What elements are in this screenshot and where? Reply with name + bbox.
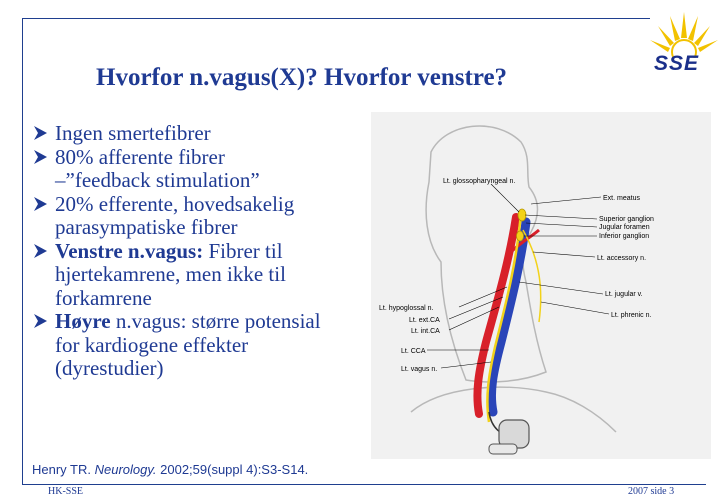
bullet-line: 20% efferente, hovedsakelig xyxy=(55,191,295,216)
footer-page-number: 2007 side 3 xyxy=(628,486,675,497)
arrow-bullet-icon xyxy=(32,125,48,141)
label-superior-ganglion: Superior ganglion xyxy=(599,216,654,223)
neck-anatomy-illustration xyxy=(371,112,711,459)
citation xyxy=(32,462,308,477)
label-glossopharyngeal: Lt. glossopharyngeal n. xyxy=(443,178,516,185)
citation-author: Henry TR. xyxy=(32,462,95,477)
label-inferior-ganglion: Inferior ganglion xyxy=(599,233,650,240)
citation-journal: Neurology. xyxy=(94,462,157,477)
label-jugular-foramen: Jugular foramen xyxy=(599,224,650,231)
arrow-bullet-icon xyxy=(32,196,48,212)
vagus-nerve-anatomy-figure xyxy=(371,112,711,459)
bullet-line: forkamrene xyxy=(55,285,152,310)
bullet-item xyxy=(30,310,382,381)
footer-left: HK-SSE xyxy=(48,486,84,497)
arrow-bullet-icon xyxy=(32,243,48,259)
bullet-line: –”feedback stimulation” xyxy=(55,168,260,192)
bullet-line: n.vagus: større potensial xyxy=(110,309,321,333)
bullet-item xyxy=(30,122,382,146)
bullet-bold-text: Høyre xyxy=(55,309,111,333)
label-cca: Lt. CCA xyxy=(401,348,426,355)
frame-top-line xyxy=(22,18,650,19)
bullet-list xyxy=(30,122,382,381)
superior-ganglion xyxy=(518,209,526,221)
bullet-item xyxy=(30,193,382,240)
bullet-line: Ingen smertefibrer xyxy=(55,121,211,145)
label-hypoglossal: Lt. hypoglossal n. xyxy=(379,305,434,312)
arrow-bullet-icon xyxy=(32,313,48,329)
sun-rays-icon xyxy=(640,8,728,58)
bullet-line: for kardiogene effekter xyxy=(55,332,249,357)
bullet-line: (dyrestudier) xyxy=(55,356,164,380)
frame-left-line xyxy=(22,18,23,484)
bullet-item xyxy=(30,146,382,193)
arrow-bullet-icon xyxy=(32,149,48,165)
label-phrenic: Lt. phrenic n. xyxy=(611,312,652,319)
citation-details: 2002;59(suppl 4):S3-S14. xyxy=(156,462,309,477)
generator-base xyxy=(489,444,517,454)
logo-text: SSE xyxy=(654,52,700,75)
bullet-line: 80% afferente fibrer xyxy=(55,144,225,169)
bullet-bold-text: Venstre n.vagus: xyxy=(55,238,204,263)
label-ext-ca: Lt. ext.CA xyxy=(409,317,440,324)
bullet-line: hjertekamrene, men ikke til xyxy=(55,262,286,286)
label-vagus: Lt. vagus n. xyxy=(401,366,438,373)
slide-title: Hvorfor n.vagus(X)? Hvorfor venstre? xyxy=(96,64,508,91)
label-jugular-vein: Lt. jugular v. xyxy=(605,291,643,298)
label-ext-meatus: Ext. meatus xyxy=(603,195,640,202)
label-accessory: Lt. accessory n. xyxy=(597,255,647,262)
bullet-item xyxy=(30,240,382,311)
frame-bottom-line xyxy=(22,484,706,485)
inferior-ganglion xyxy=(517,231,524,241)
bullet-line: parasympatiske fibrer xyxy=(55,215,238,239)
bullet-line: Fibrer til xyxy=(203,238,283,263)
label-int-ca: Lt. int.CA xyxy=(411,328,440,335)
